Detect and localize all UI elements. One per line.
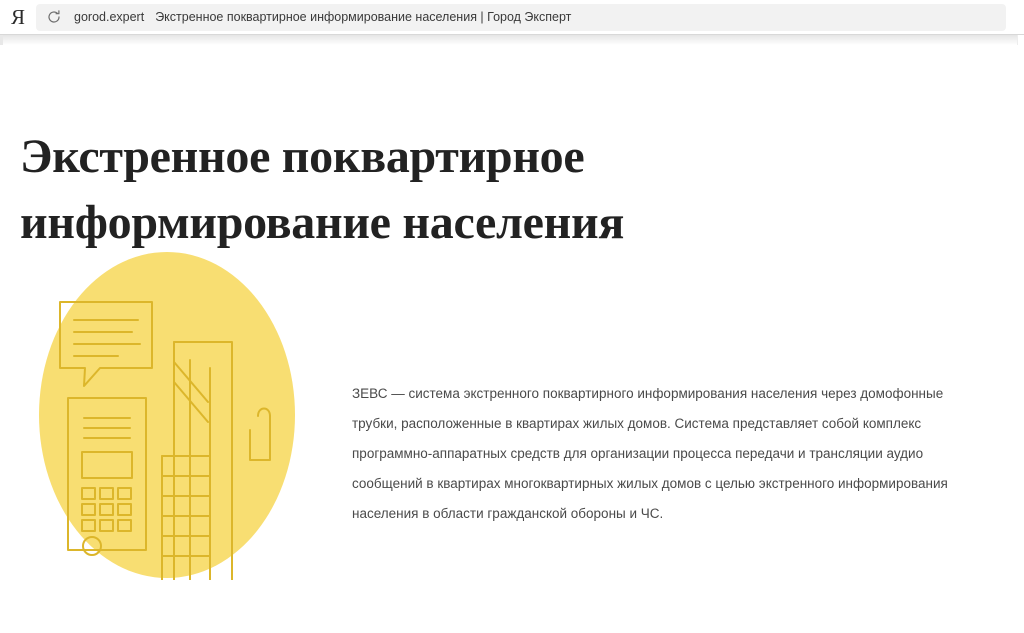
address-bar[interactable] — [36, 4, 1006, 31]
yandex-logo-icon: Я — [10, 4, 25, 29]
page-content — [0, 45, 1024, 633]
description-paragraph: ЗЕВС — система экстренного поквартирного информирования населения через домофонные трубки, расположенные в квартирах жилых домов. Система представляет собой комплекс программно-аппаратных средств для организации процесса передачи и трансляции аудио сообщений в квартирах многоквартирных жилых домов с целью экстренного информирования населения в области гражданской обороны и ЧС. — [352, 385, 948, 521]
intercom-building-illustration — [22, 250, 312, 580]
toolbar-shadow — [0, 35, 1024, 45]
reload-icon[interactable] — [46, 9, 62, 25]
url-domain-text: gorod.expert — [74, 10, 145, 24]
page-tab-title-text: Экстренное поквартирное информирование населения | Город Эксперт — [155, 10, 572, 24]
browser-toolbar — [0, 0, 1024, 34]
page-title: Экстренное поквартирное информирование населения — [20, 130, 625, 250]
